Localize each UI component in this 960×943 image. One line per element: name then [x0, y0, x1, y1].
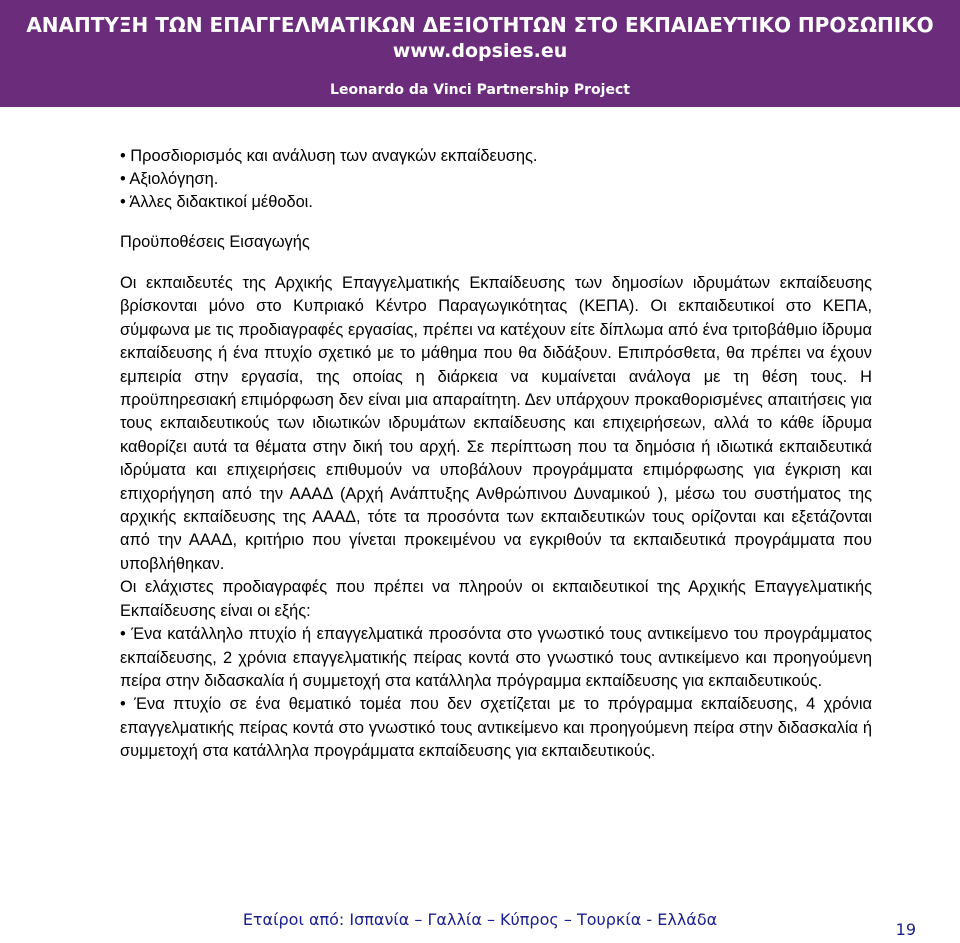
- requirement-item-1: • Ένα κατάλληλο πτυχίο ή επαγγελματικά προσόντα στο γνωστικό τους αντικείμενο του προγράμματος εκπαίδευσης, 2 χρόνια επαγγελματικής πείρας κοντά στο γνωστικό τους αντικείμενο και προηγούμενη πείρα στην διδασκαλία ή συμμετοχή στα κατάλληλα πρόγραμμα εκπαίδευσης για εκπαιδευτικούς.: [120, 625, 872, 690]
- list-item: • Άλλες διδακτικοί μέθοδοι.: [120, 193, 313, 212]
- list-item: • Προσδιορισμός και ανάλυση των αναγκών εκπαίδευσης.: [120, 147, 538, 165]
- paragraph-requirements: Οι ελάχιστες προδιαγραφές που πρέπει να πληρούν οι εκπαιδευτικοί της Αρχικής Επαγγελματικής Εκπαίδευσης είναι οι εξής:: [120, 578, 872, 620]
- footer-partners: Εταίροι από: Ισπανία – Γαλλία – Κύπρος – Τουρκία - Ελλάδα: [242, 910, 718, 929]
- header-url: www.dopsies.eu: [392, 40, 568, 62]
- main-content: [120, 145, 872, 764]
- list-item: • Αξιολόγηση.: [120, 170, 219, 189]
- paragraph-teachers: Οι εκπαιδευτές της Αρχικής Επαγγελματικής Εκπαίδευσης των δημοσίων ιδρυμάτων εκπαίδευσης βρίσκονται μόνο στο Κυπριακό Κέντρο Παραγωγικότητας (ΚΕΠΑ). Οι εκπαιδευτικοί στο ΚΕΠΑ, σύμφωνα με τις προδιαγραφές εργασίας, πρέπει να κατέχουν είτε δίπλωμα από ένα τριτοβάθμιο ίδρυμα εκπαίδευσης ή ένα πτυχίο σχετικό με το μάθημα που θα διδάξουν. Επιπρόσθετα, θα πρέπει να έχουν εμπειρία στην εργασία, της οποίας η διάρκεια να κυμαίνεται ανάλογα με τη θέση τους. Η προϋπηρεσιακή επιμόρφωση δεν είναι μια απαραίτητη. Δεν υπάρχουν προκαθορισμένες απαιτήσεις για τους εκπαιδευτικούς των ιδιωτικών ιδρυμάτων εκπαίδευσης και επιχειρήσεων, αλλά το κάθε ίδρυμα καθορίζει αυτά τα θέματα στην δική του αρχή. Σε περίπτωση που τα δημόσια ή ιδιωτικά εκπαιδευτικά ιδρύματα και επιχειρήσεις επιθυμούν να υποβάλουν προγράμματα επιμόρφωσης για έγκριση και επιχορήγηση από την ΑΑΑΔ (Αρχή Ανάπτυξης Ανθρώπινου Δυναμικού ), μέσω του συστήματος της αρχικής εκπαίδευσης της ΑΑΑΔ, τότε τα προσόντα των εκπαιδευτικών τους ορίζονται και εξετάζονται από την ΑΑΑΔ, κριτήριο που γίνεται προκειμένου να εγκριθούν τα εκπαιδευτικά προγράμματα που υποβλήθηκαν.: [120, 274, 872, 573]
- header-project: Leonardo da Vinci Partnership Project: [330, 82, 630, 98]
- header-title: ΑΝΑΠΤΥΞΗ ΤΩΝ ΕΠΑΓΓΕΛΜΑΤΙΚΩΝ ΔΕΞΙΟΤΗΤΩΝ ΣΤΟ ΕΚΠΑΙΔΕΥΤΙΚΟ ΠΡΟΣΩΠΙΚΟ: [26, 13, 934, 37]
- page-number: 19: [895, 920, 916, 939]
- page-header: [0, 0, 960, 107]
- section-heading: Προϋποθέσεις Εισαγωγής: [120, 232, 310, 251]
- requirement-item-2: • Ένα πτυχίο σε ένα θεματικό τομέα που δεν σχετίζεται με το πρόγραμμα εκπαίδευσης, 4 χρόνια επαγγελματικής πείρας κοντά στο γνωστικό τους αντικείμενο και προηγούμενη πείρα στην διδασκαλία ή συμμετοχή στα κατάλληλα προγράμματα εκπαίδευσης για εκπαιδευτικούς.: [120, 695, 872, 761]
- top-bullet-list: [120, 145, 872, 215]
- page-footer: [0, 906, 960, 939]
